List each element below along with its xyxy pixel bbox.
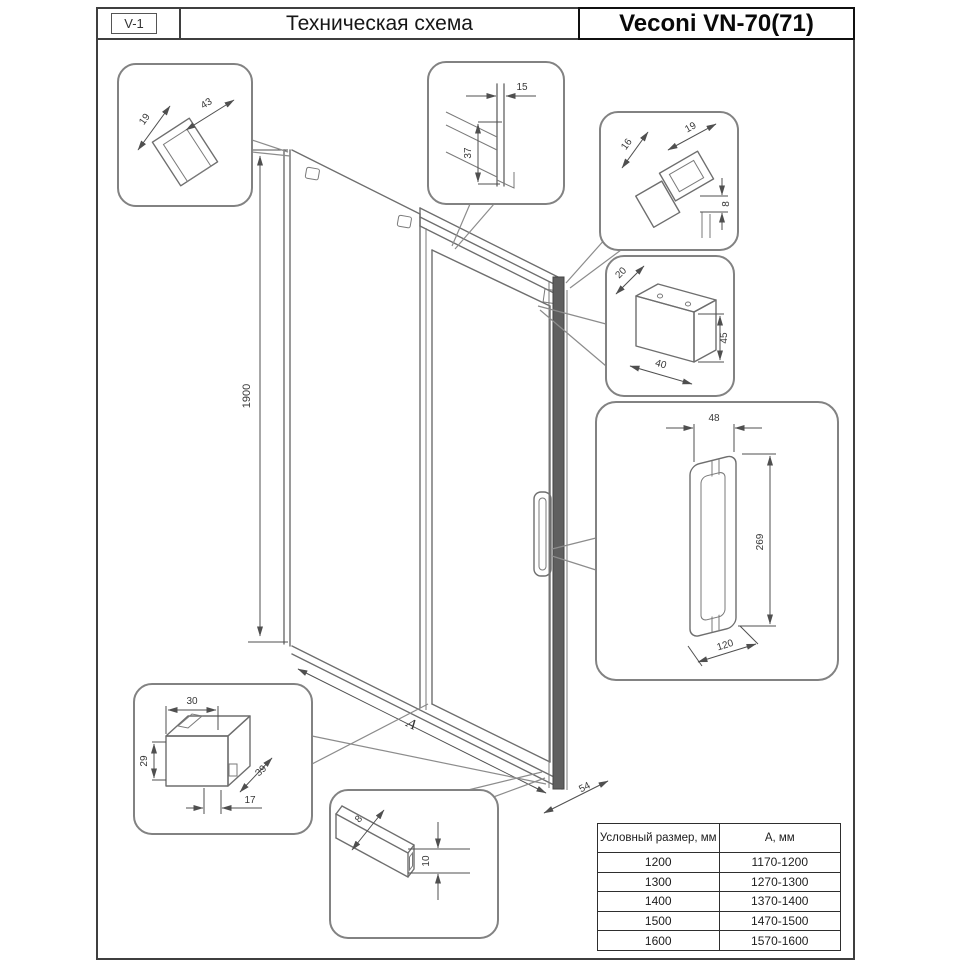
callout-roller-bracket — [606, 256, 734, 396]
callout-handle — [596, 402, 838, 680]
c6-dim-39: 39 — [253, 763, 270, 779]
c5-dim-120: 120 — [715, 637, 735, 654]
dim-depth-value: 54 — [577, 780, 593, 796]
page-title: Техническая схема — [286, 11, 473, 35]
c2-dim-37: 37 — [463, 147, 474, 159]
c3-dim-19: 19 — [683, 120, 699, 136]
product-name: Veconi VN-70(71) — [619, 9, 814, 37]
top-rail — [420, 208, 562, 304]
c7-dim-8: 8 — [353, 813, 366, 826]
cell-a-range: 1470-1500 — [719, 911, 841, 931]
table-row — [598, 931, 841, 951]
c1-dim-19: 19 — [137, 111, 153, 128]
cell-size: 1200 — [598, 853, 720, 873]
c5-dim-269: 269 — [755, 533, 766, 551]
callout-top-rail-section — [428, 62, 564, 204]
table-row — [598, 872, 841, 892]
dim-height — [241, 150, 288, 642]
wall-profile-left — [284, 150, 290, 646]
cell-a-range: 1370-1400 — [719, 892, 841, 912]
door-handle — [534, 492, 551, 576]
c4-dim-40: 40 — [653, 357, 668, 372]
cell-size: 1600 — [598, 931, 720, 951]
c6-dim-30: 30 — [186, 696, 198, 707]
cell-a-range: 1570-1600 — [719, 931, 841, 951]
table-row — [598, 853, 841, 873]
callout-glass-holder-section — [600, 112, 738, 250]
callout-wall-profile-section — [118, 64, 252, 206]
size-table — [597, 823, 841, 951]
revision-label: V-1 — [124, 16, 144, 31]
c6-dim-29: 29 — [139, 755, 150, 767]
c4-dim-20: 20 — [613, 265, 630, 282]
c6-dim-17: 17 — [244, 795, 256, 806]
cell-a-range: 1270-1300 — [719, 872, 841, 892]
callout-bottom-guide — [330, 790, 498, 938]
c1-dim-43: 43 — [199, 96, 215, 112]
dim-height-value: 1900 — [241, 383, 253, 409]
c3-dim-16: 16 — [619, 136, 635, 153]
fixed-panel — [292, 150, 420, 708]
c4-dim-45: 45 — [719, 332, 730, 344]
cell-a-range: 1170-1200 — [719, 853, 841, 873]
table-row — [598, 892, 841, 912]
callout-bottom-bracket — [134, 684, 312, 834]
dim-width-label: A — [404, 716, 420, 734]
table-row — [598, 911, 841, 931]
c7-dim-10: 10 — [421, 855, 432, 867]
bottom-rail — [292, 646, 562, 789]
cell-size: 1300 — [598, 872, 720, 892]
c3-dim-8: 8 — [721, 201, 732, 207]
cell-size: 1500 — [598, 911, 720, 931]
table-header-size: Условный размер, мм — [598, 824, 720, 853]
dim-width-a — [298, 669, 546, 793]
c5-dim-48: 48 — [708, 413, 720, 424]
door-panel — [426, 228, 550, 762]
table-header-a: А, мм — [719, 824, 841, 853]
cell-size: 1400 — [598, 892, 720, 912]
c2-dim-15: 15 — [516, 82, 528, 93]
